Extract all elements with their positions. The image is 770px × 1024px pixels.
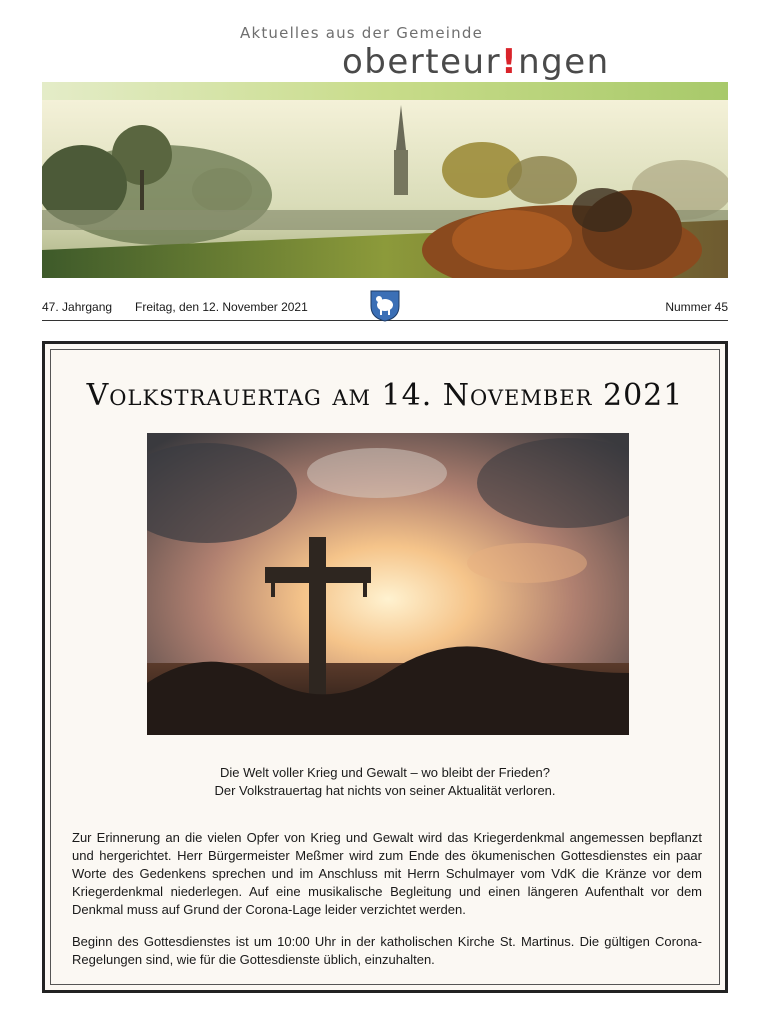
issue-year: 47. Jahrgang <box>42 300 113 314</box>
photo-caption <box>45 764 725 800</box>
masthead-green-band <box>42 82 728 102</box>
cross-sunset-photo <box>147 433 629 735</box>
article-paragraph-2: Beginn des Gottesdienstes ist um 10:00 Uhr in der katholischen Kirche St. Martinus. Die gültigen Corona-Regelungen sind, wie für die Gottesdienste üblich, einzuhalten. <box>72 934 702 967</box>
caption-line-1: Die Welt voller Krieg und Gewalt – wo bleibt der Frieden? <box>220 765 550 780</box>
masthead-subtitle: Aktuelles aus der Gemeinde <box>240 24 483 42</box>
issue-info-row <box>42 288 728 321</box>
masthead-name-part2: ngen <box>518 42 610 82</box>
article-body <box>72 829 702 983</box>
article-frame <box>42 341 728 993</box>
masthead-title <box>342 42 610 82</box>
municipal-crest-icon <box>368 288 402 322</box>
cross-illustration <box>147 433 629 735</box>
issue-number: Nummer 45 <box>665 300 728 314</box>
masthead-name-part1: oberteur <box>342 42 502 82</box>
caption-line-2: Der Volkstrauertag hat nichts von seiner Aktualität verloren. <box>214 783 556 798</box>
article-headline: Volkstrauertag am 14. November 2021 <box>86 378 684 413</box>
hero-landscape-image <box>42 100 728 278</box>
article-paragraph-1: Zur Erinnerung an die vielen Opfer von Krieg und Gewalt wird das Kriegerdenkmal angemessen bepflanzt und hergerichtet. Herr Bürgermeister Meßmer wird zum Ende des ökumenischen Gottesdienstes ein paar Worte des Gedenkens sprechen und im Anschluss mit Herrn Schulmayer vom VdK die Kränze vor dem Kriegerdenkmal niederlegen. Auf eine musikalische Begleitung und einen längeren Aufenthalt vor dem Denkmal muss auf Grund der Corona-Lage leider verzichtet werden. <box>72 830 702 917</box>
masthead-name-accent: ! <box>501 42 519 82</box>
landscape-illustration <box>42 100 728 278</box>
issue-date: Freitag, den 12. November 2021 <box>135 300 308 314</box>
